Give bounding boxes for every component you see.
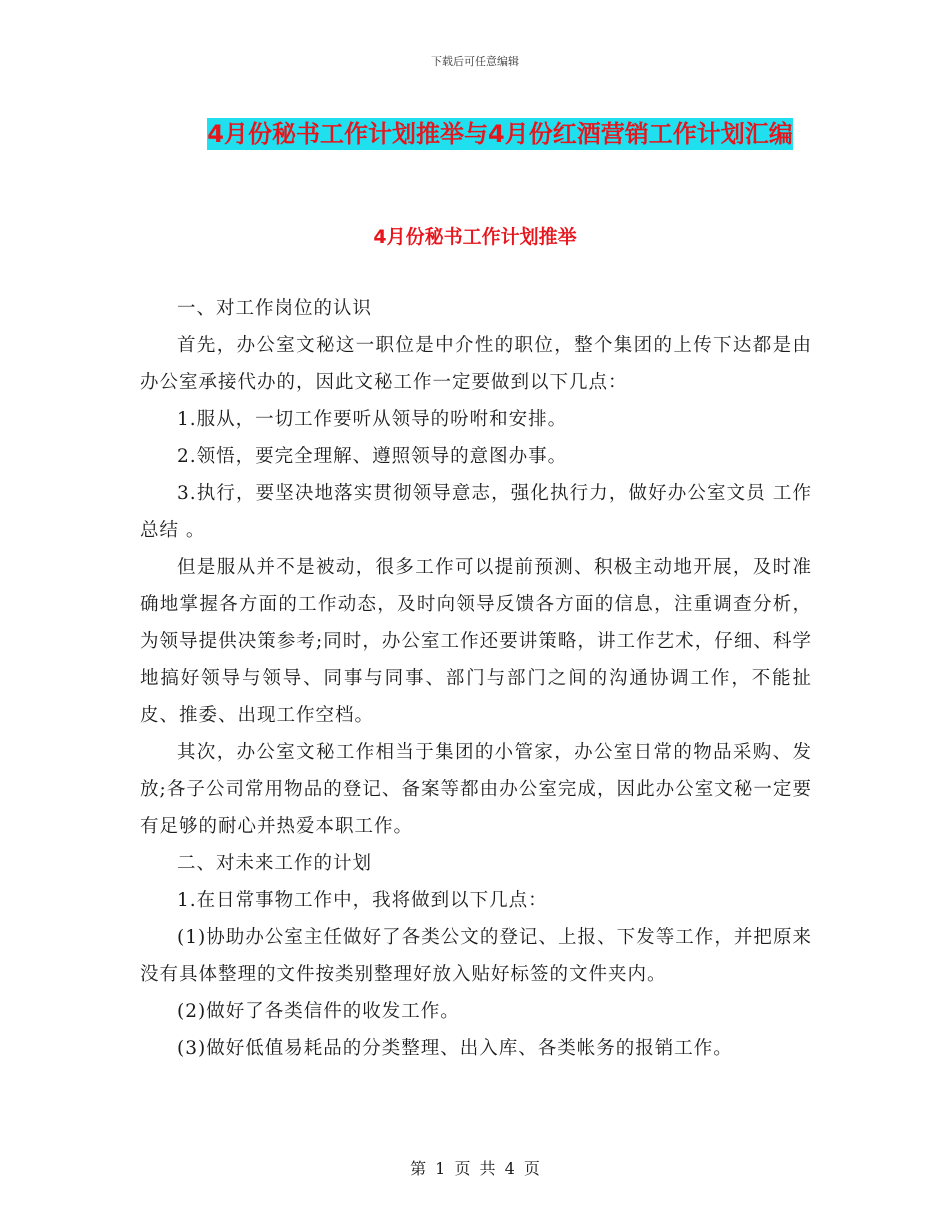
paragraph: 二、对未来工作的计划 bbox=[177, 853, 373, 874]
paragraph: (3)做好低值易耗品的分类整理、出入库、各类帐务的报销工作。 bbox=[177, 1038, 733, 1059]
paragraph: (2)做好了各类信件的收发工作。 bbox=[177, 1001, 460, 1022]
paragraph: 1.在日常事物工作中，我将做到以下几点： bbox=[177, 890, 548, 911]
paragraph: 2.领悟，要完全理解、遵照领导的意图办事。 bbox=[177, 446, 568, 467]
section-title: 4月份秘书工作计划推举 bbox=[373, 226, 577, 248]
paragraph: 1.服从，一切工作要听从领导的吩咐和安排。 bbox=[177, 409, 568, 430]
document-title-text: 4月份秘书工作计划推举与4月份红酒营销工作计划汇编 bbox=[207, 120, 793, 148]
page-number: 第 1 页 共 4 页 bbox=[410, 1159, 540, 1178]
paragraph: 3.执行，要坚决地落实贯彻领导意志，强化执行力，做好办公室文员 工作总结 。 bbox=[140, 483, 812, 541]
document-body bbox=[140, 290, 812, 1067]
document-title bbox=[140, 112, 860, 156]
paragraph: 一、对工作岗位的认识 bbox=[177, 298, 373, 319]
paragraph: 首先，办公室文秘这一职位是中介性的职位，整个集团的上传下达都是由办公室承接代办的，因此文秘工作一定要做到以下几点： bbox=[140, 335, 812, 393]
page-header: 下载后可任意编辑 bbox=[431, 55, 519, 68]
paragraph: 但是服从并不是被动，很多工作可以提前预测、积极主动地开展，及时准确地掌握各方面的工作动态，及时向领导反馈各方面的信息，注重调查分析，为领导提供决策参考;同时，办公室工作还要讲策略，讲工作艺术，仔细、科学地搞好领导与领导、同事与同事、部门与部门之间的沟通协调工作，不能扯皮、推委、出现工作空档。 bbox=[140, 557, 812, 726]
paragraph: (1)协助办公室主任做好了各类公文的登记、上报、下发等工作，并把原来没有具体整理的文件按类别整理好放入贴好标签的文件夹内。 bbox=[140, 927, 812, 985]
paragraph: 其次，办公室文秘工作相当于集团的小管家，办公室日常的物品采购、发放;各子公司常用物品的登记、备案等都由办公室完成，因此办公室文秘一定要有足够的耐心并热爱本职工作。 bbox=[140, 742, 812, 837]
